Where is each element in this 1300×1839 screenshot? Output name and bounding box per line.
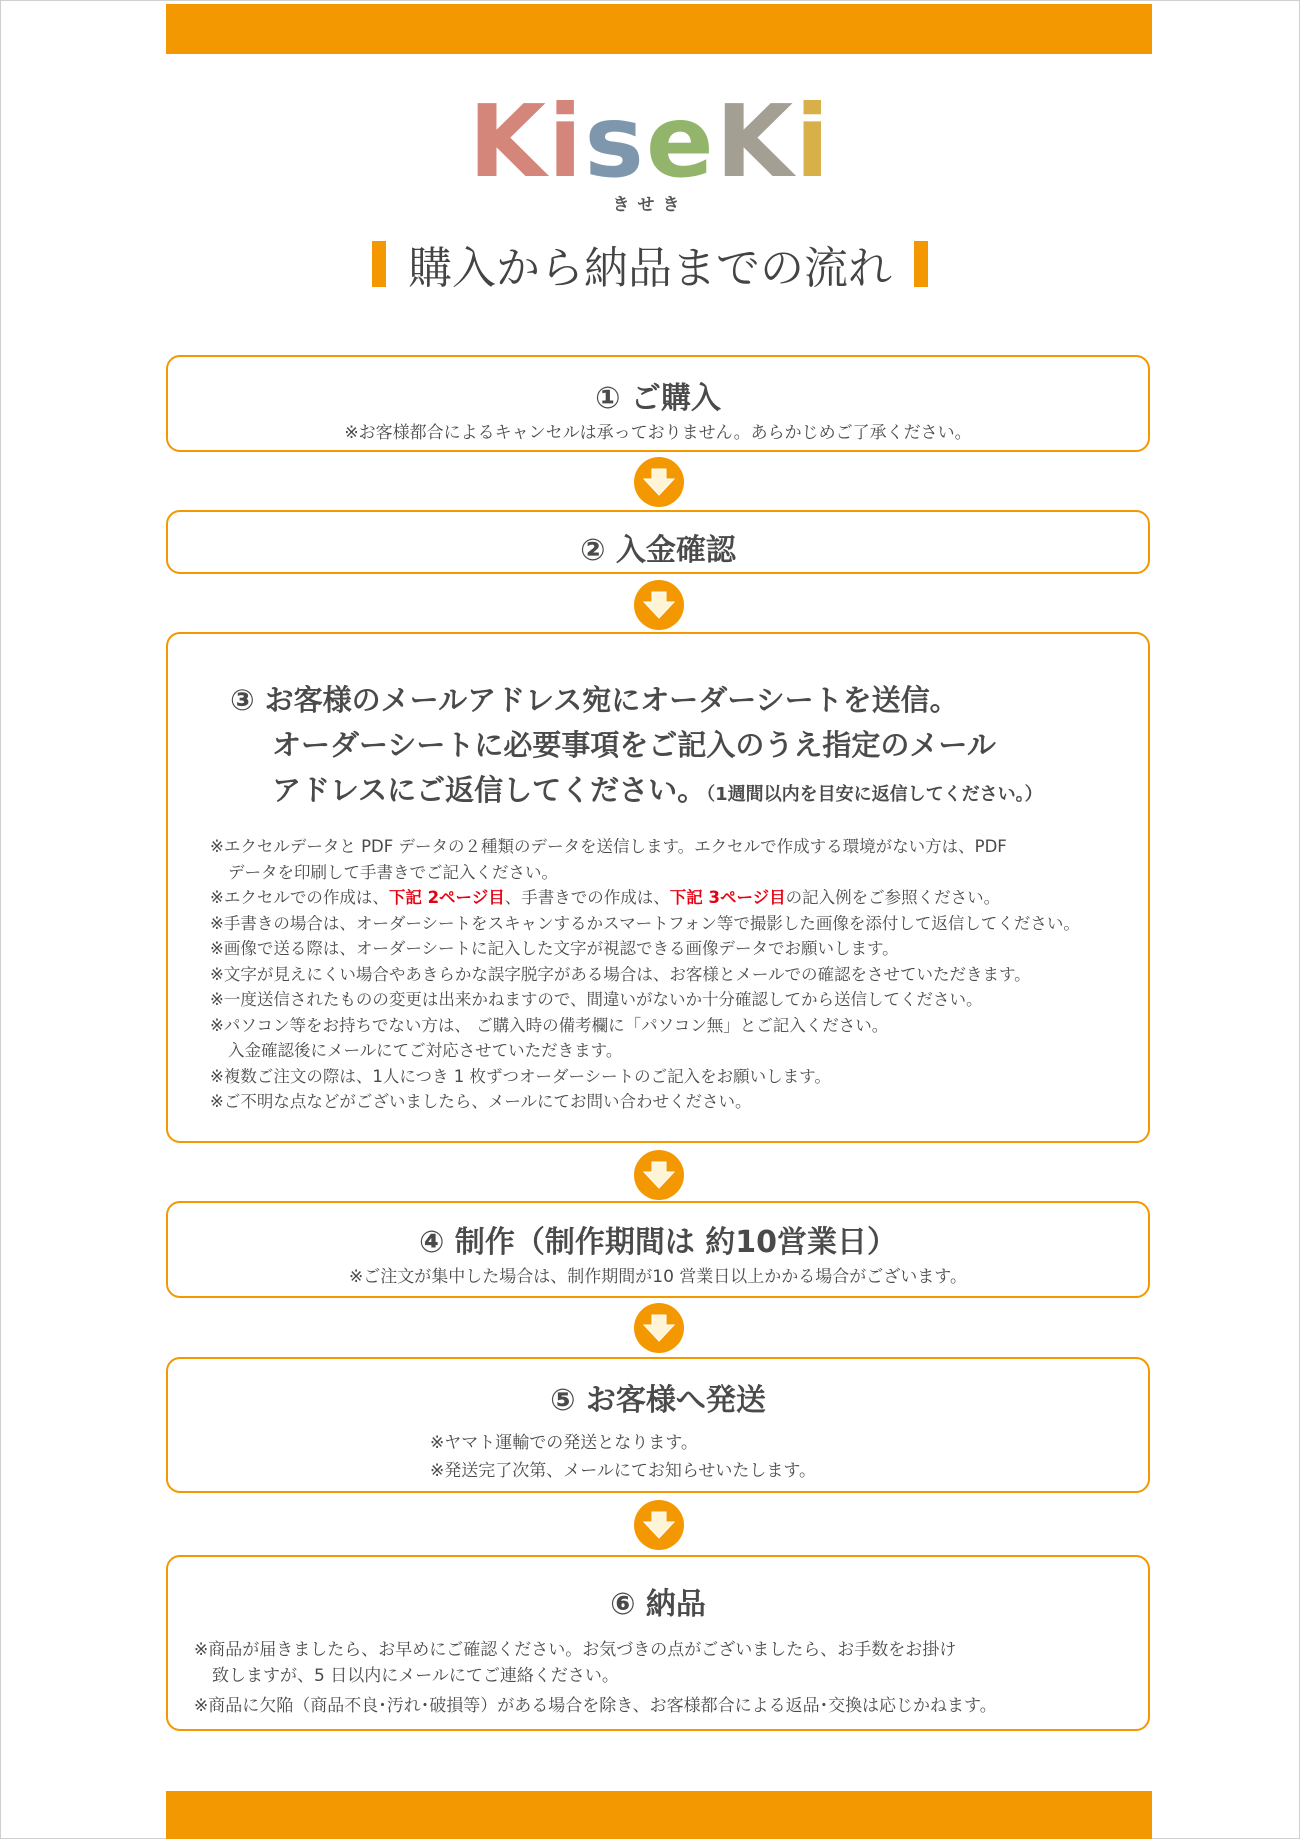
- down-arrow-icon: [634, 1500, 684, 1550]
- logo-subtitle: きせき: [612, 195, 688, 215]
- top-accent-bar: [166, 4, 1152, 54]
- note-line: ※商品に欠陥（商品不良･汚れ･破損等）がある場合を除き、お客様都合による返品･交換は応じかねます。: [194, 1696, 997, 1716]
- note-text: の記入例をご参照ください。: [785, 888, 1001, 907]
- kiseki-logo: [0, 83, 1300, 200]
- step-3-heading-line-1: ③ お客様のメールアドレス宛にオーダーシートを送信。: [230, 683, 959, 717]
- note-line: ※ご不明な点などがございましたら、メールにてお問い合わせください。: [210, 1092, 752, 1111]
- step-1-note: ※お客様都合によるキャンセルは承っておりません。あらかじめご了承ください。: [344, 423, 972, 443]
- title-left-mark: [372, 241, 386, 287]
- note-line: ※手書きの場合は、オーダーシートをスキャンするかスマートフォン等で撮影した画像を添付して返信してください。: [210, 913, 1080, 933]
- logo-letter: K: [468, 83, 549, 200]
- note-line: 致しますが、5 日以内にメールにてご連絡ください。: [212, 1666, 619, 1686]
- step-3-box: [166, 632, 1150, 1143]
- down-arrow-icon: [634, 1303, 684, 1353]
- step-4-box: [166, 1201, 1150, 1298]
- note-line: データを印刷して手書きでご記入ください。: [228, 862, 558, 882]
- down-arrow-icon: [634, 580, 684, 630]
- note-line: ※商品が届きましたら、お早めにご確認ください。お気づきの点がございましたら、お手数をお掛け: [194, 1640, 957, 1660]
- step-2-heading: ② 入金確認: [580, 533, 736, 568]
- note-line: 入金確認後にメールにてご対応させていただきます。: [228, 1041, 623, 1060]
- title-right-mark: [914, 241, 928, 287]
- step-2-box: [166, 510, 1150, 574]
- page-3-reference: 下記 3ページ目: [669, 888, 786, 907]
- step-3-notes: [210, 834, 1080, 1115]
- down-arrow-icon: [634, 457, 684, 507]
- step-5-box: [166, 1357, 1150, 1493]
- note-line: ※発送完了次第、メールにてお知らせいたします。: [430, 1461, 817, 1481]
- note-line: ※パソコン等をお持ちでない方は、 ご購入時の備考欄に「パソコン無」とご記入ください。: [210, 1015, 889, 1035]
- step-6-heading: ⑥ 納品: [610, 1587, 706, 1622]
- step-3-heading-line-2: オーダーシートに必要事項をご記入のうえ指定のメール: [272, 728, 996, 762]
- step-6-notes: [194, 1637, 997, 1719]
- page-2-reference: 下記 2ページ目: [388, 888, 505, 907]
- logo-letter: i: [795, 83, 832, 200]
- logo-letter: K: [715, 83, 796, 200]
- note-line: ※一度送信されたものの変更は出来かねますので、間違いがないか十分確認してから送信してください。: [210, 990, 983, 1009]
- page-title-text: 購入から納品までの流れ: [408, 243, 892, 294]
- note-line: ※画像で送る際は、オーダーシートに記入した文字が視認できる画像データでお願いします。: [210, 939, 899, 958]
- step-3-heading-line-3-wrap: [230, 768, 1043, 817]
- logo-letter: i: [548, 83, 585, 200]
- logo-letter: e: [645, 83, 716, 200]
- logo-letter: s: [584, 83, 646, 200]
- step-1-heading: ① ご購入: [595, 381, 721, 416]
- page-title: [0, 234, 1300, 294]
- step-5-heading: ⑤ お客様へ発送: [550, 1383, 766, 1418]
- step-3-heading-small: （1週間以内を目安に返信してください。）: [706, 784, 1043, 805]
- note-line: ※複数ご注文の際は、1人につき 1 枚ずつオーダーシートのご記入をお願いします。: [210, 1066, 831, 1086]
- step-5-notes: [430, 1429, 816, 1485]
- down-arrow-icon: [634, 1150, 684, 1200]
- step-1-box: [166, 355, 1150, 452]
- note-text: ※エクセルでの作成は、: [210, 888, 389, 907]
- note-line: ※エクセルデータと PDF データの２種類のデータを送信します。エクセルで作成する環境がない方は、PDF: [210, 837, 1007, 856]
- note-line: ※ヤマト運輸での発送となります。: [430, 1433, 698, 1453]
- note-line: ※文字が見えにくい場合やあきらかな誤字脱字がある場合は、お客様とメールでの確認をさせていただきます。: [210, 964, 1031, 984]
- step-3-heading: [230, 678, 1043, 817]
- note-line: [210, 885, 1080, 911]
- bottom-accent-bar: [166, 1791, 1152, 1839]
- step-6-box: [166, 1555, 1150, 1731]
- step-4-note: ※ご注文が集中した場合は、制作期間が10 営業日以上かかる場合がございます。: [349, 1267, 967, 1287]
- step-3-heading-line-3: アドレスにご返信してください。: [272, 773, 707, 807]
- step-4-heading: ④ 制作（制作期間は 約10営業日）: [418, 1225, 898, 1260]
- note-text: 、手書きでの作成は、: [504, 888, 670, 907]
